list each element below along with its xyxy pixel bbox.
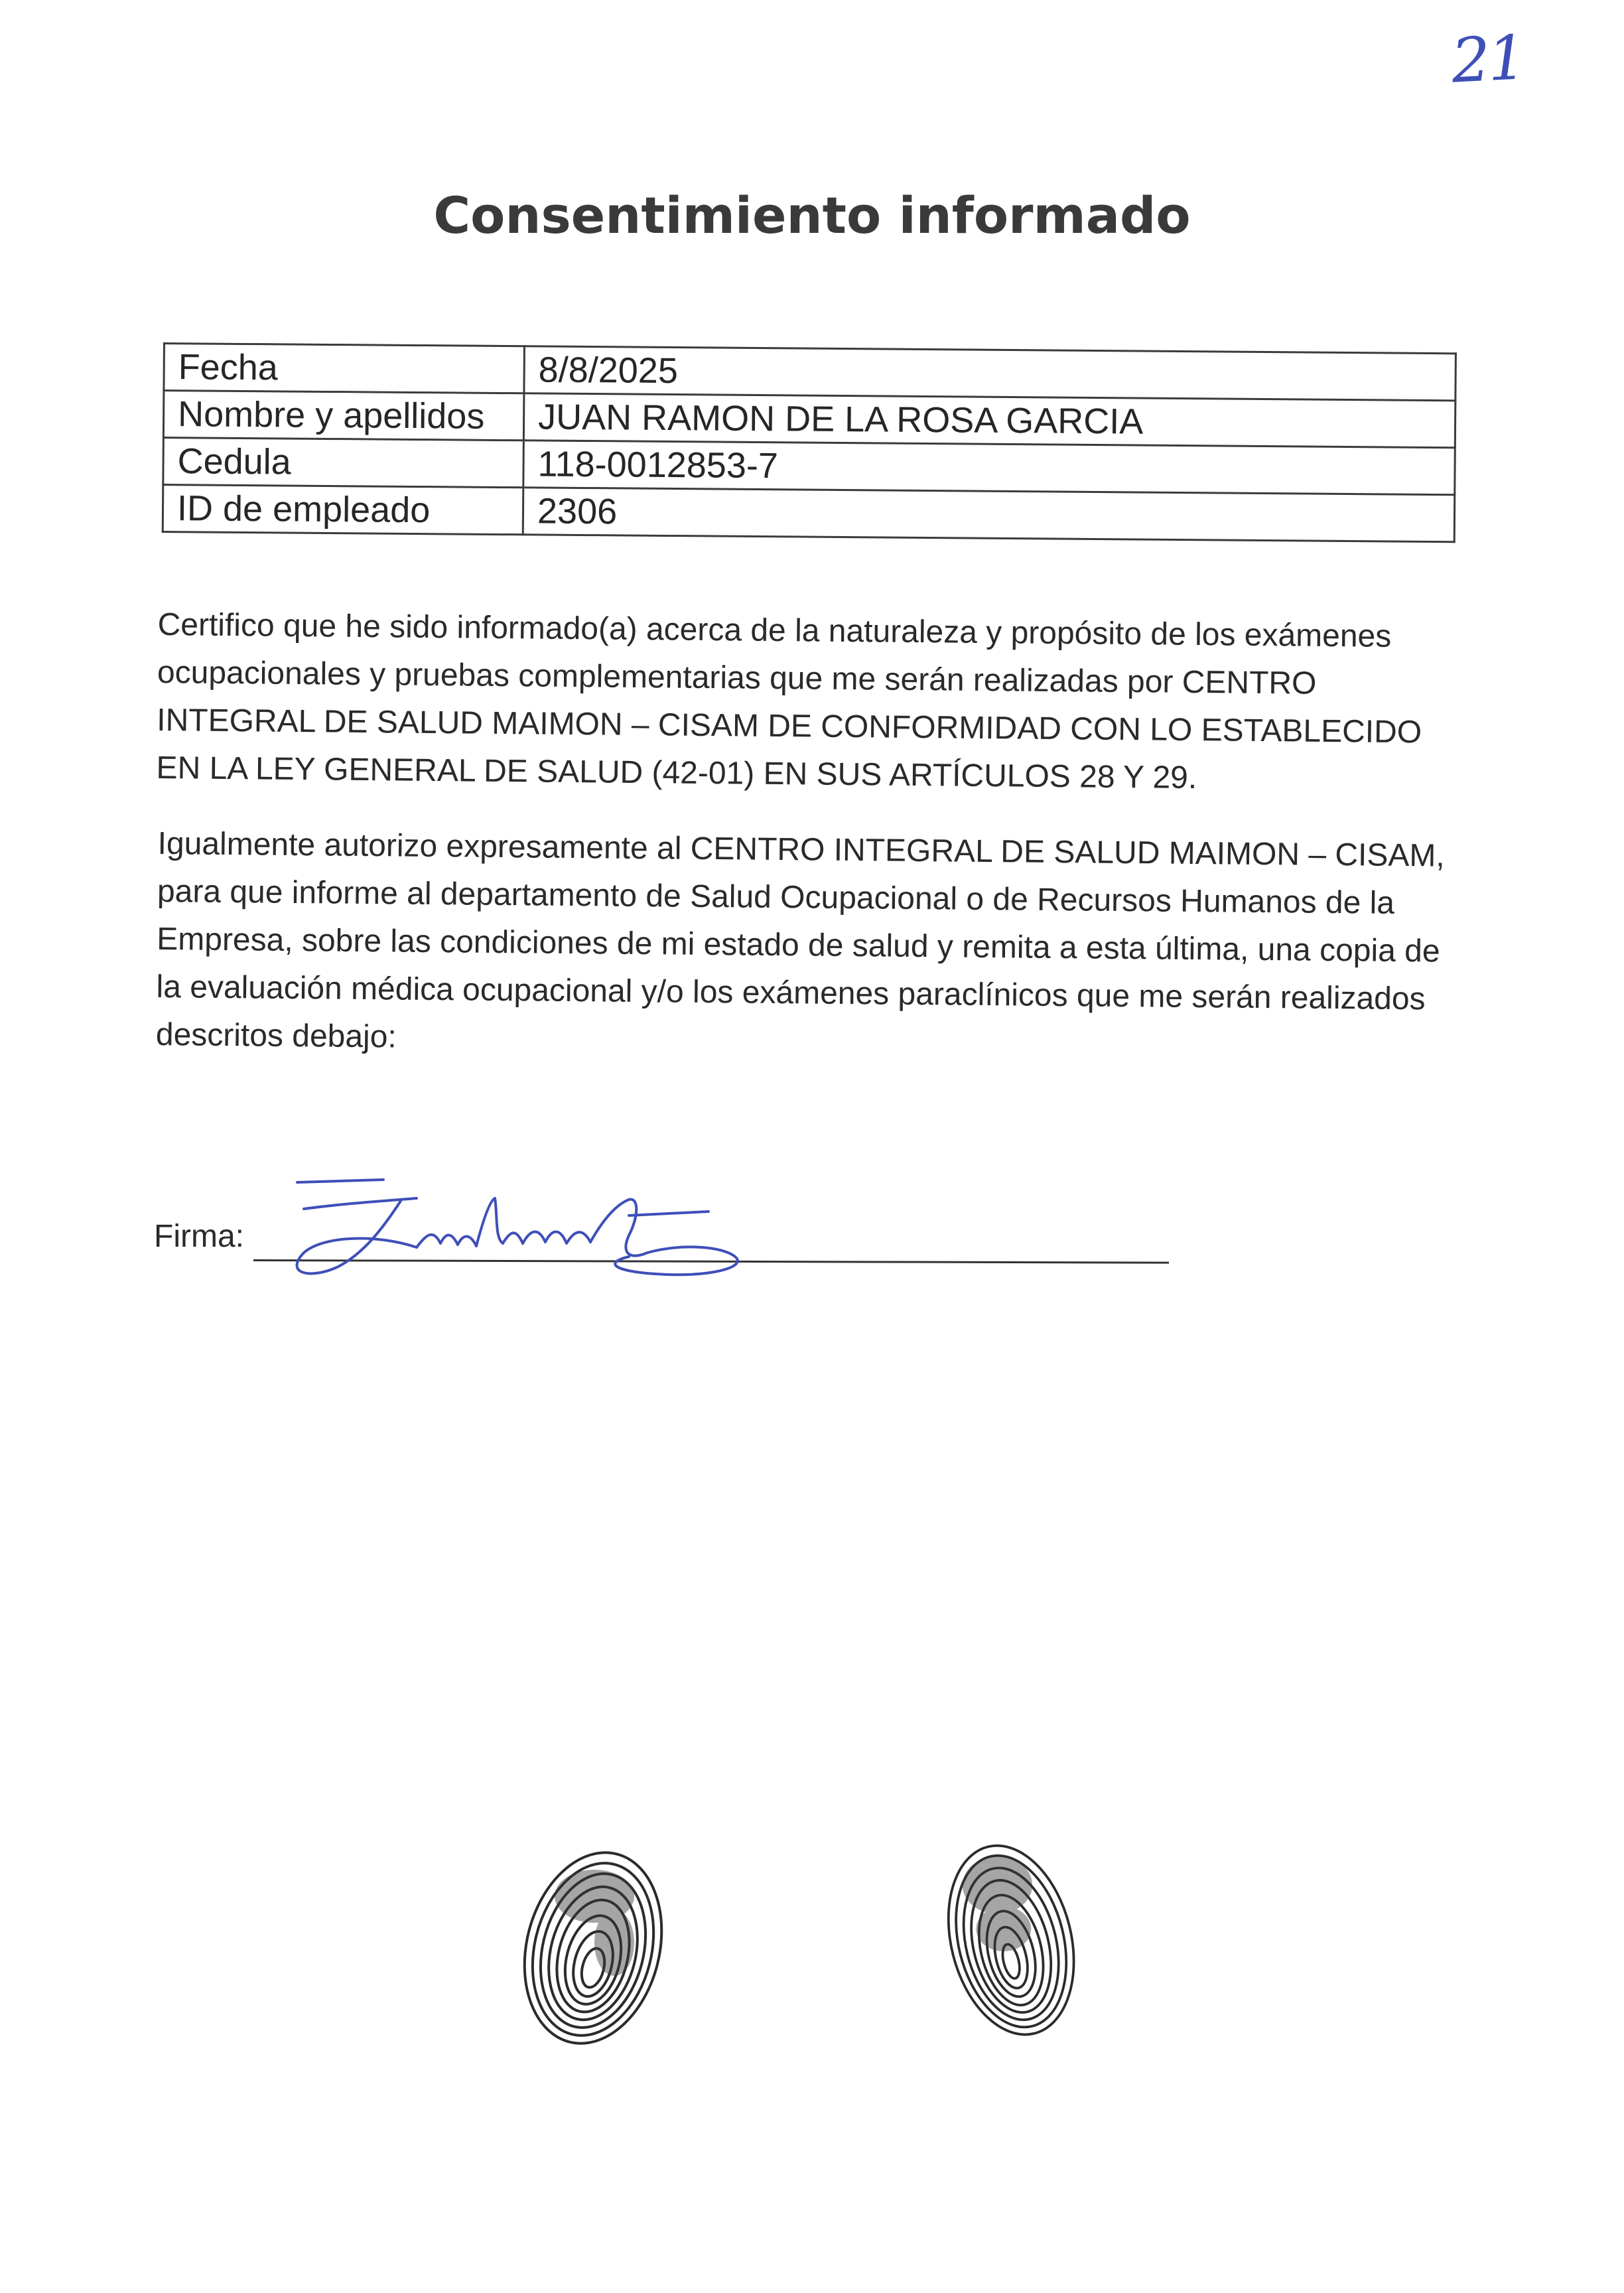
- fecha-value: 8/8/2025: [524, 346, 1456, 401]
- signature-block: [154, 1174, 1176, 1287]
- left-fingerprint: [515, 1843, 667, 2055]
- fecha-label: Fecha: [164, 344, 525, 393]
- id-empleado-label: ID de empleado: [163, 485, 523, 535]
- nombre-value: JUAN RAMON DE LA ROSA GARCIA: [523, 393, 1455, 448]
- nombre-label: Nombre y apellidos: [163, 391, 524, 441]
- right-fingerprint: [937, 1835, 1089, 2048]
- cedula-value: 118-0012853-7: [523, 441, 1455, 495]
- authorization-paragraph: Igualmente autorizo expresamente al CENTRO INTEGRAL DE SALUD MAIMON – CISAM, para que informe al departamento de Salud Ocupacional o de Recursos Humanos de la Empresa, sobre las condiciones de mi estado de salud y remita a esta última, una copia de la evaluación médica ocupacional y/o los exámenes paraclínicos que me serán realizados descritos debajo:: [155, 825, 1446, 1055]
- handwritten-signature: [284, 1174, 854, 1287]
- document-title: Consentimiento informado: [433, 186, 1191, 245]
- personal-info-table: [162, 342, 1457, 543]
- signature-label: Firma:: [154, 1219, 244, 1254]
- table-row-id-empleado: [163, 485, 1454, 542]
- handwritten-page-number: 21: [1450, 22, 1526, 97]
- id-empleado-value: 2306: [523, 488, 1455, 542]
- certification-paragraph: Certifico que he sido informado(a) acerca de la naturaleza y propósito de los exámenes ocupacionales y pruebas complementarias que me serán realizadas por CENTRO INTEGRAL DE SALUD MAIMON – CISAM DE CONFORMIDAD CON LO ESTABLECIDO EN LA LEY GENERAL DE SALUD (42-01) EN SUS ARTÍCULOS 28 Y 29.: [156, 606, 1422, 796]
- cedula-label: Cedula: [163, 438, 524, 488]
